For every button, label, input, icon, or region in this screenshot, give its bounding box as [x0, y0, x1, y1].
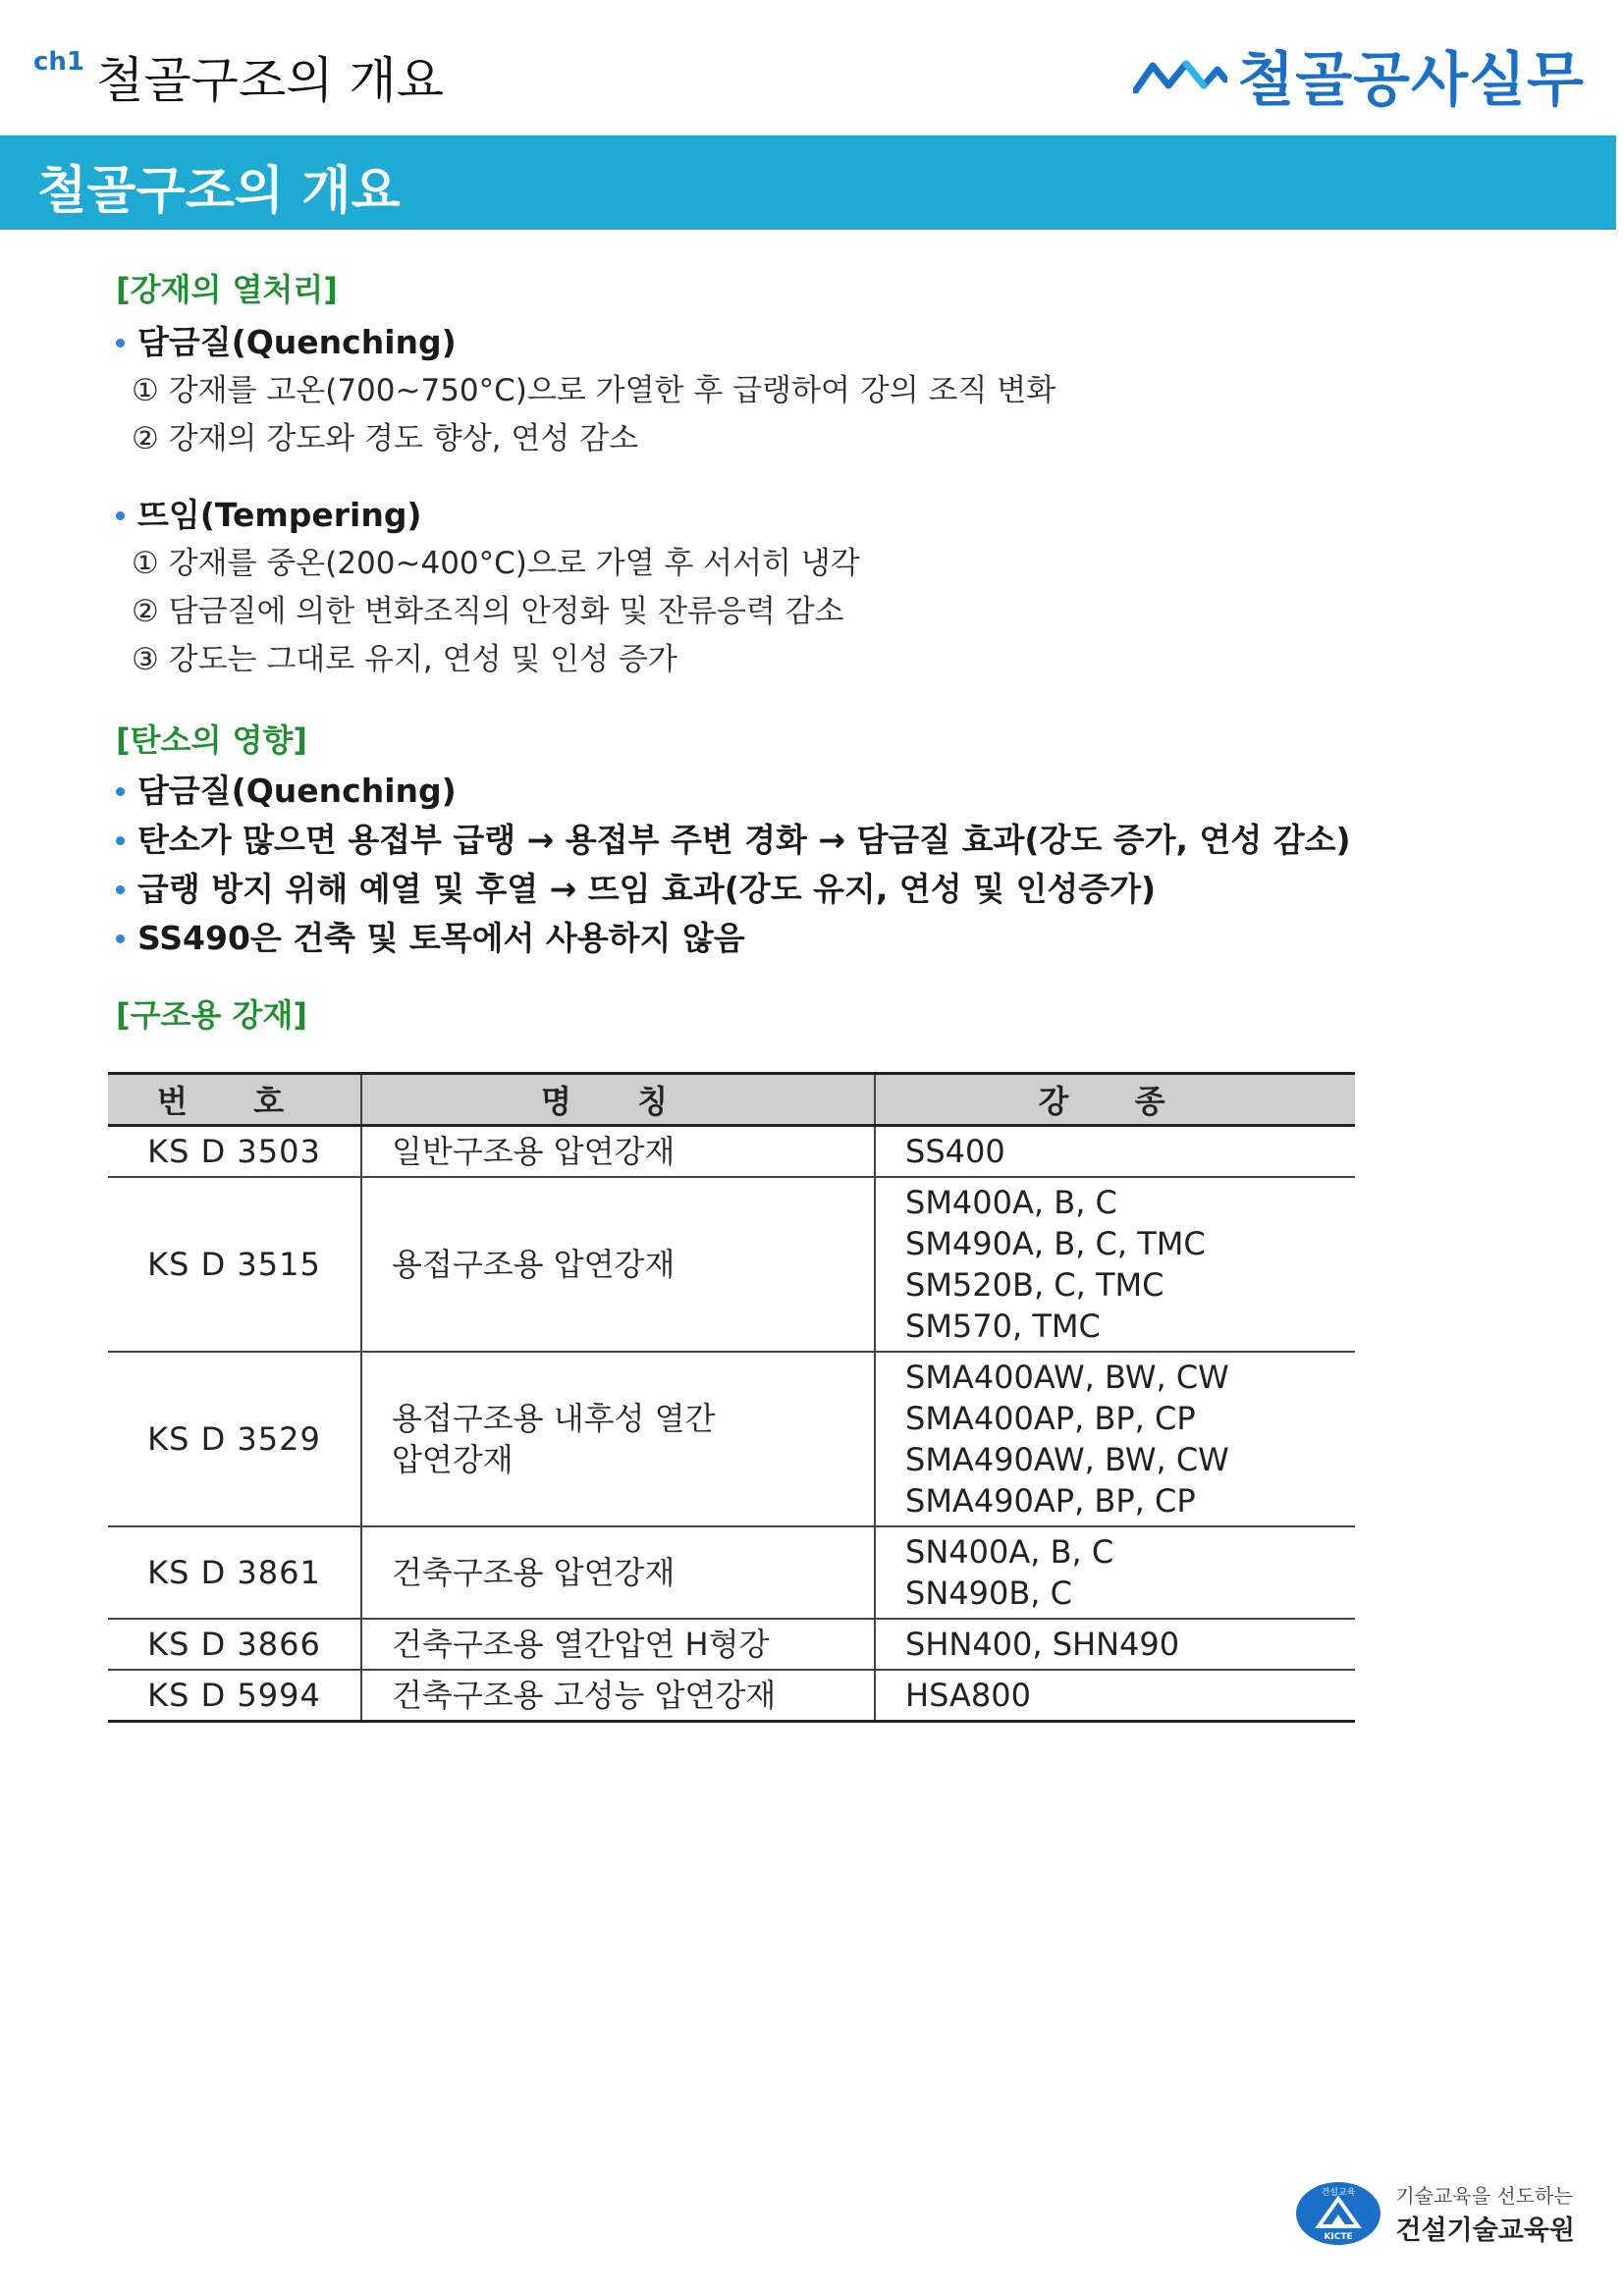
table-header-row	[108, 1074, 1355, 1126]
tempering-item: ① 강재를 중온(200~400°C)으로 가열 후 서서히 냉각	[132, 546, 860, 581]
brand-name: 철골공사실무	[1237, 46, 1585, 115]
mountain-logo-icon	[1133, 58, 1227, 93]
table-row	[108, 1619, 1355, 1670]
carbon-effect-item: SS490은 건축 및 토목에서 사용하지 않음	[116, 914, 1392, 963]
cell-grades: SS400	[875, 1126, 1355, 1178]
cell-name: 건축구조용 고성능 압연강재	[361, 1670, 875, 1722]
quenching-title: 담금질(Quenching)	[116, 318, 1392, 367]
quenching-item: ② 강재의 강도와 경도 향상, 연성 감소	[132, 421, 639, 456]
cell-name: 건축구조용 압연강재	[361, 1526, 875, 1619]
cell-grades: SN400A, B, C SN490B, C	[875, 1526, 1355, 1619]
quenching-item: ① 강재를 고온(700~750°C)으로 가열한 후 급랭하여 강의 조직 변화	[132, 373, 1056, 408]
cell-number: KS D 3861	[108, 1526, 361, 1619]
cell-number: KS D 3529	[108, 1352, 361, 1526]
section-heading-structural-steel: [구조용 강재]	[116, 996, 307, 1034]
cell-number: KS D 3866	[108, 1619, 361, 1670]
banner-title: 철골구조의 개요	[37, 162, 401, 221]
table-row	[108, 1126, 1355, 1178]
column-header-number: 번 호	[108, 1074, 361, 1126]
brand-logo	[1133, 33, 1585, 118]
table-row	[108, 1177, 1355, 1352]
svg-text:건설교육: 건설교육	[1322, 2188, 1356, 2198]
footer-logo	[1295, 2180, 1575, 2247]
chapter-title: 철골구조의 개요	[96, 52, 445, 109]
cell-number: KS D 5994	[108, 1670, 361, 1722]
carbon-effect-item: 담금질(Quenching)	[116, 767, 1392, 816]
cell-name: 건축구조용 열간압연 H형강	[361, 1619, 875, 1670]
footer-slogan: 기술교육을 선도하는	[1395, 2184, 1573, 2208]
tempering-item: ③ 강도는 그대로 유지, 연성 및 인성 증가	[132, 642, 677, 677]
cell-number: KS D 3503	[108, 1126, 361, 1178]
cell-grades: HSA800	[875, 1670, 1355, 1722]
footer-org-name: 건설기술교육원	[1395, 2216, 1575, 2246]
column-header-grades: 강 종	[875, 1074, 1355, 1126]
cell-name: 용접구조용 압연강재	[361, 1177, 875, 1352]
tempering-title: 뜨임(Tempering)	[116, 491, 1392, 540]
cell-grades: SHN400, SHN490	[875, 1619, 1355, 1670]
cell-grades: SM400A, B, C SM490A, B, C, TMC SM520B, C, TMC SM570, TMC	[875, 1177, 1355, 1352]
column-header-name: 명 칭	[361, 1074, 875, 1126]
cell-number: KS D 3515	[108, 1177, 361, 1352]
table-row	[108, 1526, 1355, 1619]
svg-text:KICTE: KICTE	[1324, 2232, 1354, 2242]
tempering-item: ② 담금질에 의한 변화조직의 안정화 및 잔류응력 감소	[132, 594, 844, 629]
section-heading-heat-treatment: [강재의 열처리]	[116, 271, 338, 308]
chapter-tag: ch1	[33, 47, 85, 77]
structural-steel-table	[108, 1072, 1355, 1723]
kicte-emblem-icon	[1295, 2181, 1381, 2246]
cell-name: 용접구조용 내후성 열간 압연강재	[361, 1352, 875, 1526]
content-body	[116, 265, 1392, 1036]
table-row	[108, 1670, 1355, 1722]
carbon-effect-item: 급랭 방지 위해 예열 및 후열 → 뜨임 효과(강도 유지, 연성 및 인성증가)	[116, 865, 1392, 914]
title-banner	[0, 135, 1616, 230]
cell-grades: SMA400AW, BW, CW SMA400AP, BP, CP SMA490AW, BW, CW SMA490AP, BP, CP	[875, 1352, 1355, 1526]
carbon-effect-item: 탄소가 많으면 용접부 급랭 → 용접부 주변 경화 → 담금질 효과(강도 증가, 연성 감소)	[116, 816, 1392, 865]
cell-name: 일반구조용 압연강재	[361, 1126, 875, 1178]
table-row	[108, 1352, 1355, 1526]
chapter-header	[33, 41, 444, 112]
section-heading-carbon-effect: [탄소의 영향]	[116, 721, 307, 759]
